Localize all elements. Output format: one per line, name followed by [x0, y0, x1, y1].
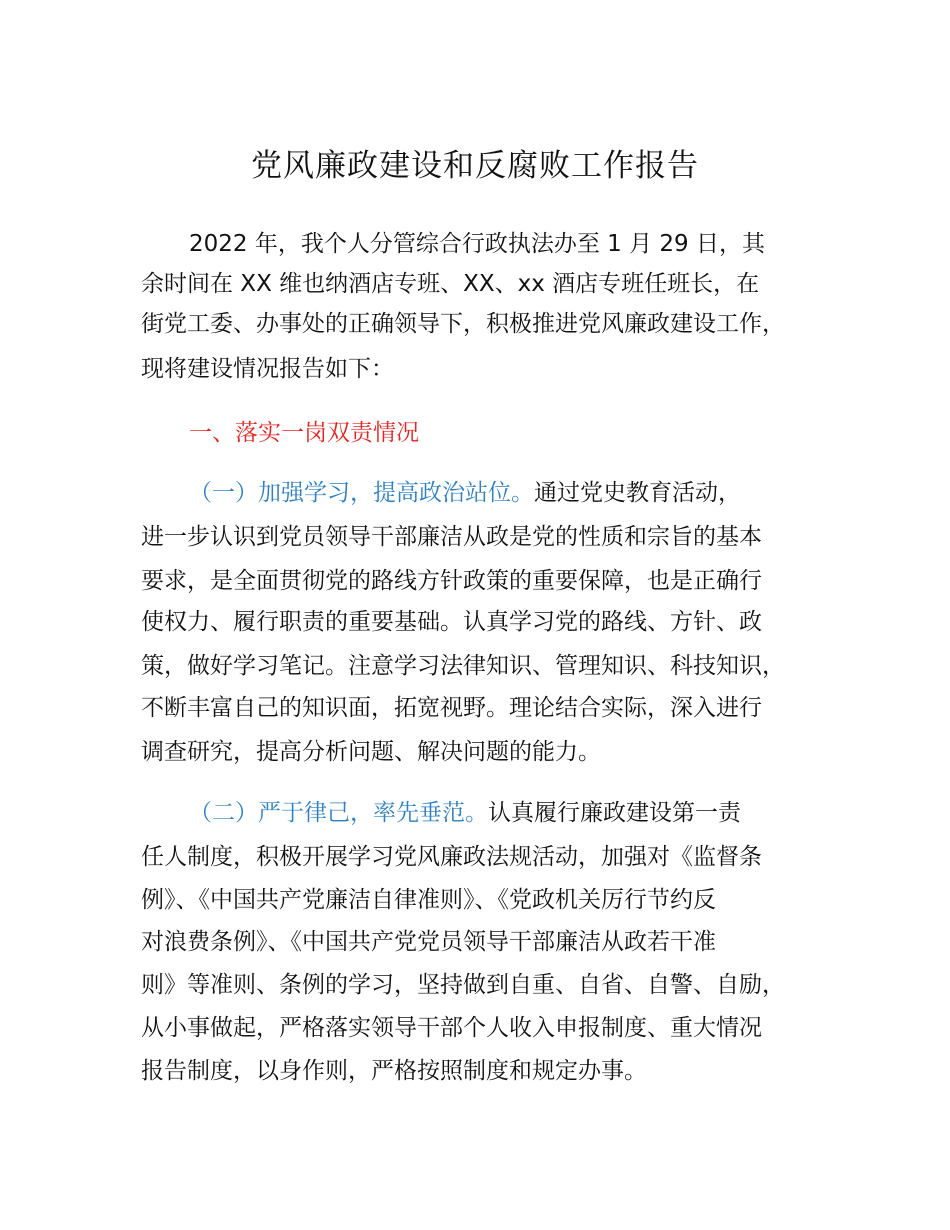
part2-first-line-text: 认真履行廉政建设第一责	[488, 800, 741, 826]
intro-line: 余时间在 XX 维也纳酒店专班、XX、xx 酒店专班任班长，在	[141, 271, 760, 297]
part2-line: 对浪费条例》、《中国共产党党员领导干部廉洁从政若干准	[141, 929, 716, 955]
part2-line: 报告制度，以身作则，严格按照制度和规定办事。	[141, 1058, 647, 1084]
part1-first-line-text: 通过党史教育活动，	[534, 480, 741, 506]
part2-line: 任人制度，积极开展学习党风廉政法规活动，加强对《监督条	[141, 844, 762, 870]
intro-line: 现将建设情况报告如下：	[141, 356, 394, 382]
part2-first-line	[189, 793, 741, 833]
part1-heading: （一）加强学习，提高政治站位。	[189, 480, 534, 506]
part1-line: 使权力、履行职责的重要基础。认真学习党的路线、方针、政	[141, 609, 762, 635]
part1-line: 要求，是全面贯彻党的路线方针政策的重要保障，也是正确行	[141, 568, 762, 594]
section-heading: 一、落实一岗双责情况	[189, 420, 419, 446]
part1-line: 进一步认识到党员领导干部廉洁从政是党的性质和宗旨的基本	[141, 524, 762, 550]
part2-heading: （二）严于律己，率先垂范。	[189, 800, 488, 826]
part2-line: 从小事做起，严格落实领导干部个人收入申报制度、重大情况	[141, 1015, 762, 1041]
intro-line: 街党工委、办事处的正确领导下，积极推进党风廉政建设工作，	[141, 311, 785, 337]
intro-line: 2022 年，我个人分管综合行政执法办至 1 月 29 日，其	[189, 231, 765, 257]
document-title: 党风廉政建设和反腐败工作报告	[251, 148, 699, 184]
part2-line: 例》、《中国共产党廉洁自律准则》、《党政机关厉行节约反	[141, 887, 716, 913]
part1-line: 不断丰富自己的知识面，拓宽视野。理论结合实际，深入进行	[141, 695, 762, 721]
part1-line: 策，做好学习笔记。注意学习法律知识、管理知识、科技知识，	[141, 653, 785, 679]
part2-line: 则》等准则、条例的学习，坚持做到自重、自省、自警、自励，	[141, 972, 785, 998]
part1-line: 调查研究，提高分析问题、解决问题的能力。	[141, 739, 601, 765]
part1-first-line	[189, 473, 741, 513]
